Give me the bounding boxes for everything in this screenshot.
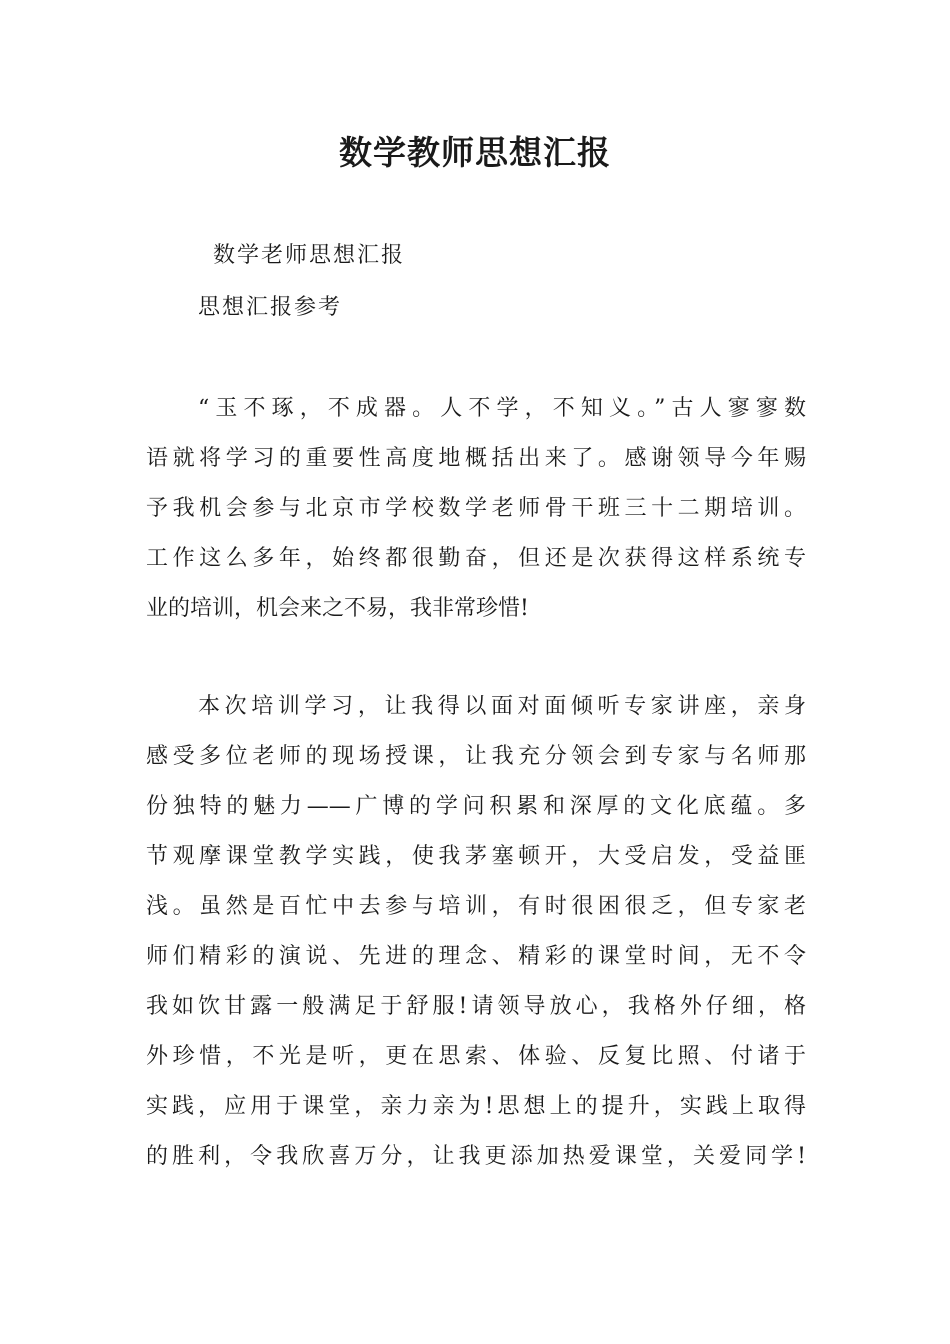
paragraph-line: 份独特的魅力——广博的学问积累和深厚的文化底蕴。多 [146, 794, 806, 819]
paragraph-line: 语就将学习的重要性高度地概括出来了。感谢领导今年赐 [146, 446, 806, 471]
body-paragraph-1 [146, 384, 806, 634]
paragraph-line: 师们精彩的演说、先进的理念、精彩的课堂时间，无不令 [146, 944, 806, 969]
paragraph-line: 工作这么多年，始终都很勤奋，但还是次获得这样系统专 [146, 546, 806, 571]
paragraph-line: 浅。虽然是百忙中去参与培训，有时很困很乏，但专家老 [146, 894, 806, 919]
document-subtitle: 数学老师思想汇报 [213, 243, 406, 268]
body-paragraph-2 [146, 682, 806, 1182]
paragraph-line: 实践，应用于课堂，亲力亲为!思想上的提升，实践上取得 [146, 1094, 806, 1119]
paragraph-line: 外珍惜，不光是听，更在思索、体验、反复比照、付诸于 [146, 1044, 806, 1069]
document-title: 数学教师思想汇报 [339, 133, 611, 172]
paragraph-line: 予我机会参与北京市学校数学老师骨干班三十二期培训。 [146, 496, 806, 521]
paragraph-line: 感受多位老师的现场授课，让我充分领会到专家与名师那 [146, 744, 806, 769]
paragraph-line: 业的培训，机会来之不易，我非常珍惜! [146, 596, 529, 621]
document-reference-label: 思想汇报参考 [198, 295, 343, 320]
paragraph-line: “玉不琢，不成器。人不学，不知义。”古人寥寥数 [198, 396, 806, 421]
paragraph-line: 我如饮甘露一般满足于舒服!请领导放心，我格外仔细，格 [146, 994, 806, 1019]
paragraph-line: 的胜利，令我欣喜万分，让我更添加热爱课堂，关爱同学! [146, 1144, 806, 1169]
paragraph-line: 节观摩课堂教学实践，使我茅塞顿开，大受启发，受益匪 [146, 844, 806, 869]
paragraph-line: 本次培训学习，让我得以面对面倾听专家讲座，亲身 [198, 694, 806, 719]
